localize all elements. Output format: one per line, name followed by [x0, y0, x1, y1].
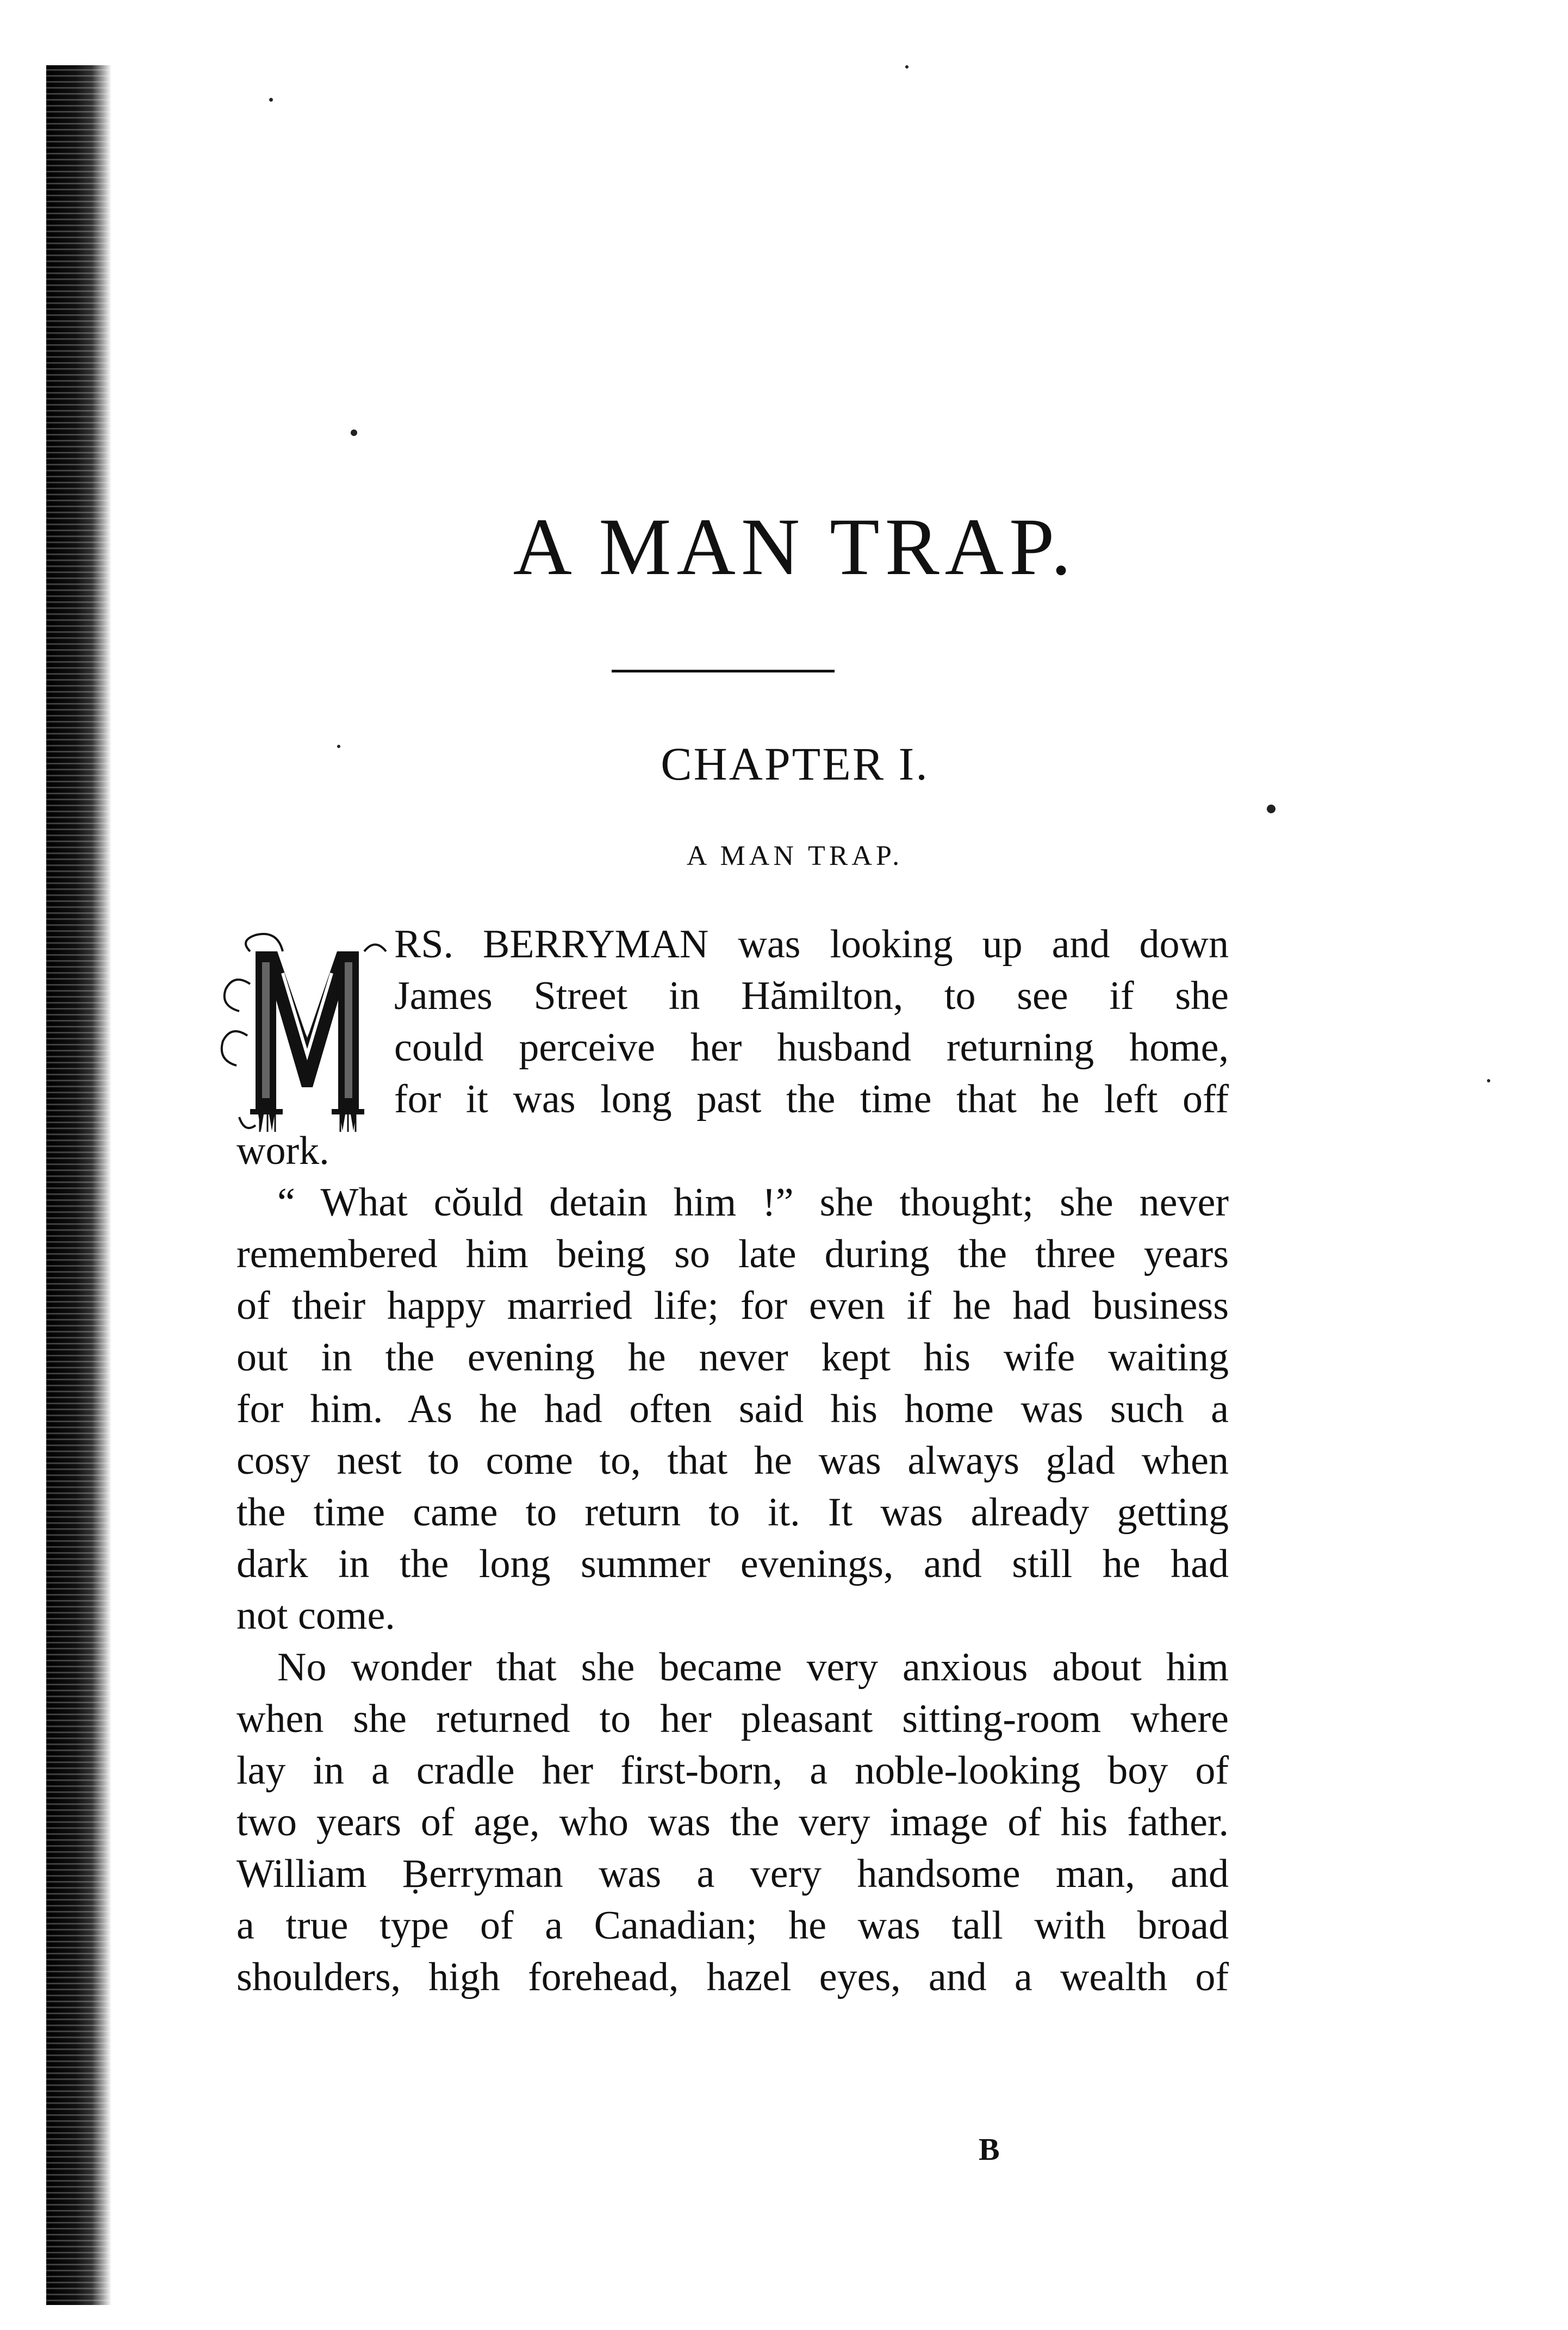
paragraph	[237, 1642, 1229, 2003]
text-line: the time came to return to it. It was already getting	[237, 1490, 1229, 1535]
text-line: out in the evening he never kept his wife waiting	[237, 1335, 1229, 1380]
scan-speck	[905, 65, 909, 68]
body-text	[237, 1125, 1229, 2003]
text-line: No wonder that she became very anxious about him	[277, 1645, 1229, 1690]
page-title: A MAN TRAP.	[513, 502, 1077, 592]
opening-paragraph-first-lines	[394, 919, 1229, 1125]
text-line: lay in a cradle her first-born, a noble-looking boy of	[237, 1748, 1229, 1793]
text-line: remembered him being so late during the three years	[237, 1232, 1229, 1276]
text-line: William Ḅerryman was a very handsome man, and	[237, 1852, 1229, 1896]
text-line: cosy nest to come to, that he was always glad when	[237, 1438, 1229, 1483]
text-line: James Street in Hămilton, to see if she	[394, 974, 1229, 1018]
title-divider	[612, 670, 835, 672]
scan-speck	[351, 429, 357, 436]
text-line: shoulders, high forehead, hazel eyes, and a wealth of	[237, 1955, 1229, 1999]
chapter-subtitle: A MAN TRAP.	[686, 840, 904, 871]
scan-speck	[269, 98, 273, 102]
scan-speck	[1267, 805, 1275, 813]
text-line: for it was long past the time that he left off	[394, 1077, 1229, 1122]
text-line: not come.	[237, 1593, 395, 1638]
drop-cap-letter: M	[304, 1034, 310, 1040]
scanned-binding-edge	[46, 65, 111, 2305]
ornate-drop-cap	[217, 930, 397, 1136]
text-line: when she returned to her pleasant sitting-room where	[237, 1697, 1229, 1741]
chapter-heading: CHAPTER I.	[661, 738, 929, 790]
text-line: “ What cŏuld detain him !” she thought; she never	[277, 1180, 1229, 1225]
text-line: for him. As he had often said his home was such a	[237, 1387, 1229, 1431]
text-line: work.	[237, 1129, 329, 1173]
scan-speck	[1487, 1079, 1490, 1082]
paragraph	[237, 1177, 1229, 1642]
text-line: dark in the long summer evenings, and still he had	[237, 1542, 1229, 1586]
text-line: of their happy married life; for even if he had business	[237, 1284, 1229, 1328]
text-line: a true type of a Canadian; he was tall with broad	[237, 1903, 1229, 1948]
text-line: could perceive her husband returning home,	[394, 1025, 1229, 1070]
printer-signature-mark: B	[979, 2132, 1001, 2167]
text-line: RS. BERRYMAN was looking up and down	[394, 922, 1229, 967]
text-line: two years of age, who was the very image of his father.	[237, 1800, 1229, 1845]
